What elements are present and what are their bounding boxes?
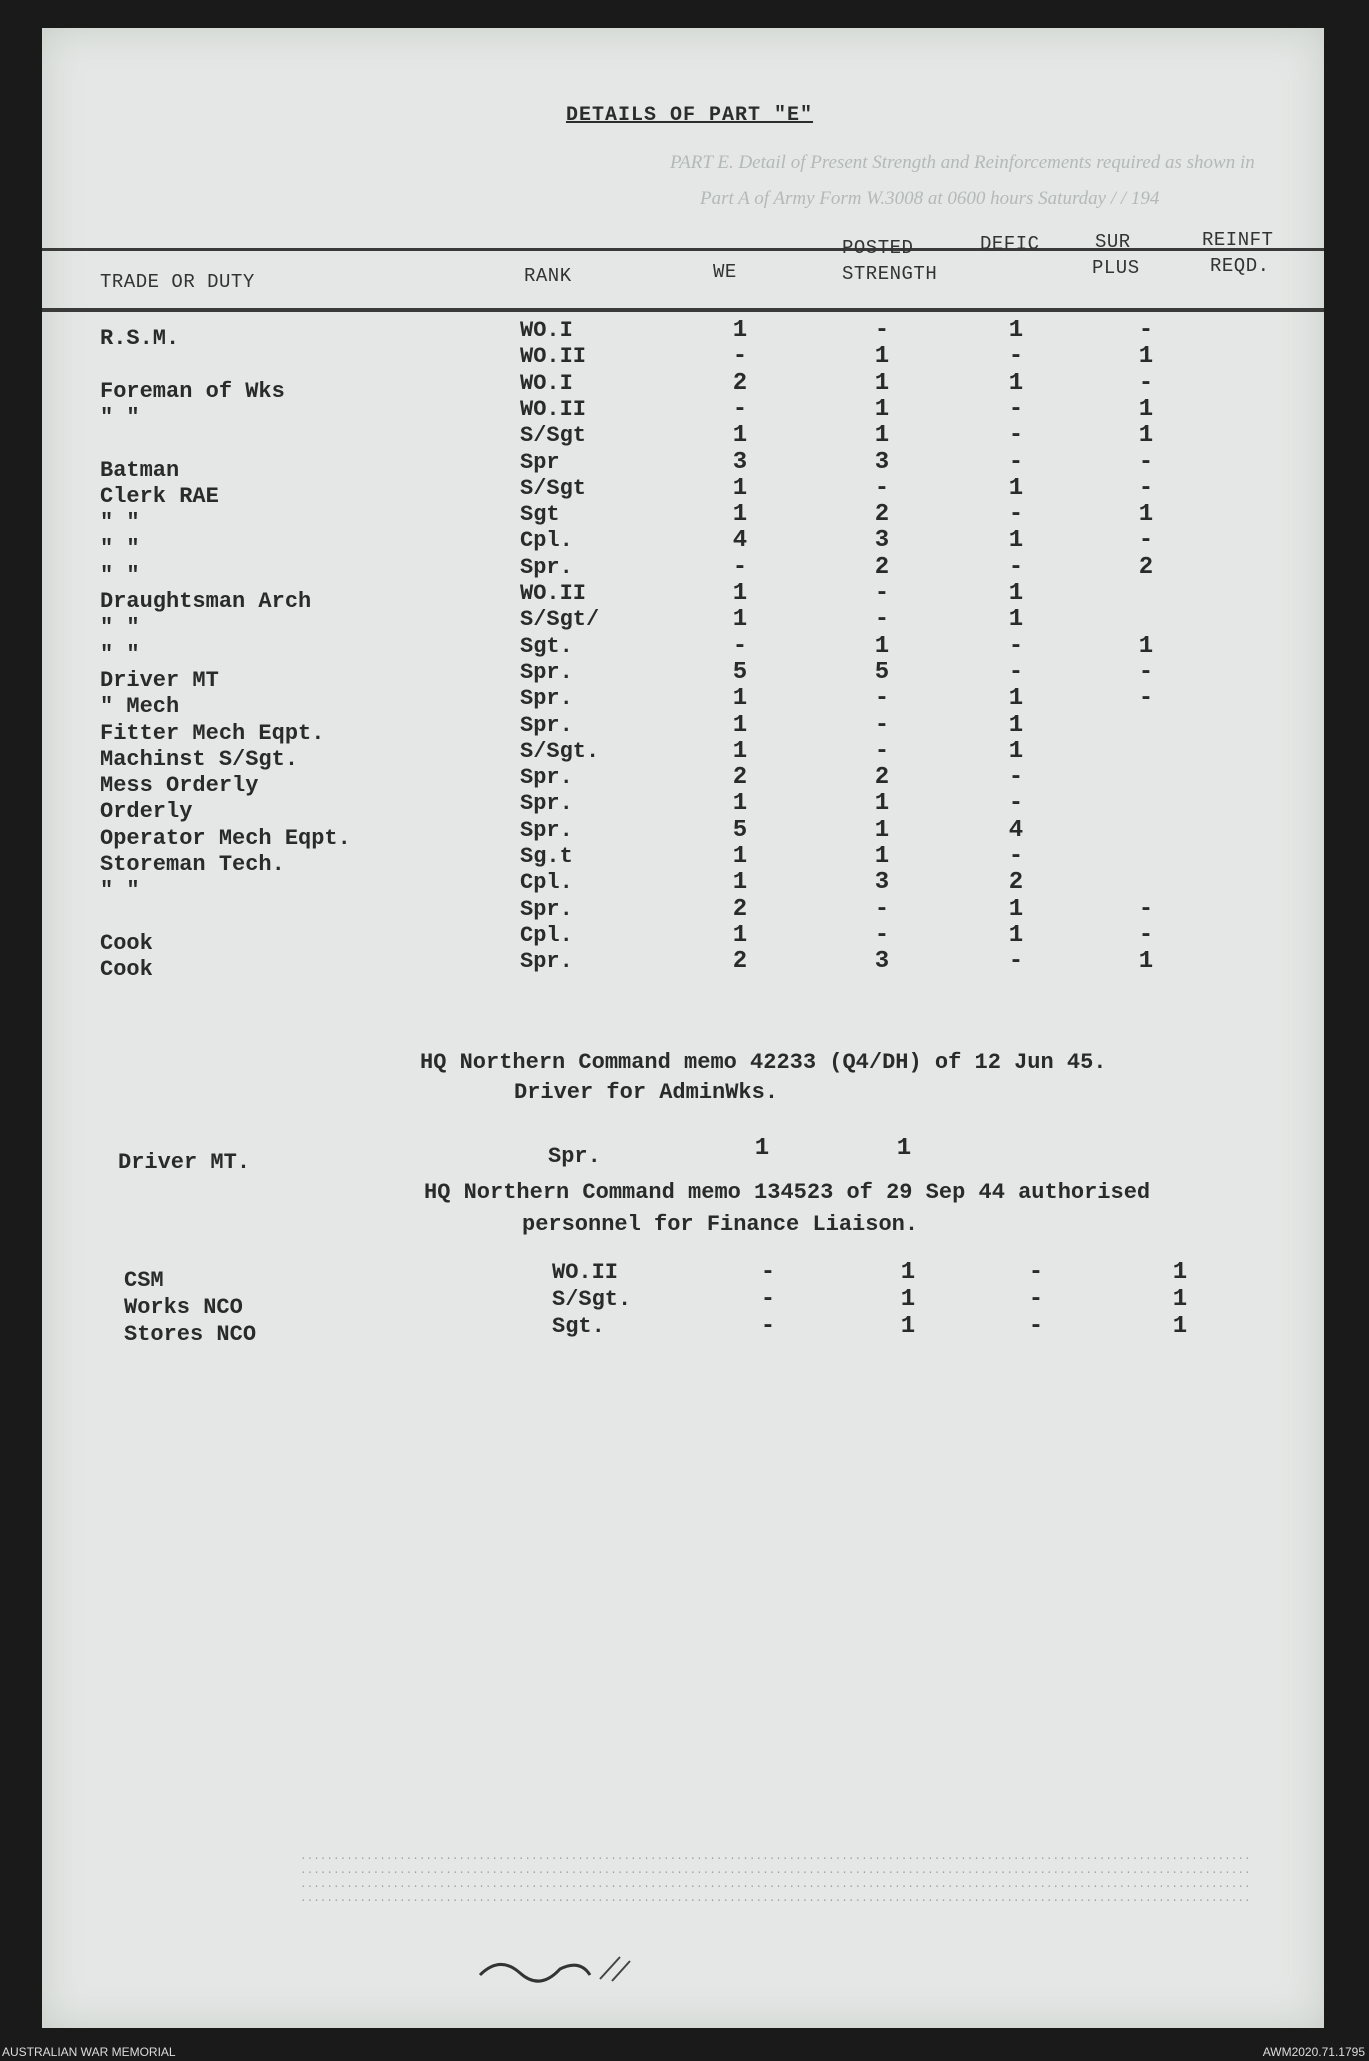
memo-1-posted: 1 — [896, 1135, 912, 1162]
faded-notes: ................................................................................................................................................ ................................................................................................................................................ ................................................................................................................................................ ................................................................................................................................................ — [300, 1851, 1251, 1905]
faded-line-2: Part A of Army Form W.3008 at 0600 hours Saturday / / 194 — [700, 188, 1160, 209]
cell-defic: 1 — [1008, 711, 1024, 739]
cell-defic: 1 — [1008, 737, 1024, 765]
cell-posted: - — [874, 685, 890, 713]
cell-we: 2 — [732, 369, 748, 397]
cell-defic: - — [1008, 764, 1024, 792]
memo-2-rank: S/Sgt. — [552, 1287, 632, 1312]
cell-defic: 2 — [1008, 869, 1024, 897]
cell-defic: - — [1008, 632, 1024, 660]
cell-surplus: 1 — [1138, 343, 1154, 371]
signature-mark — [470, 1945, 650, 1995]
cell-we: 1 — [732, 921, 748, 949]
cell-posted: - — [874, 921, 890, 949]
header-bottom-rule — [42, 308, 1324, 312]
cell-trade: " " — [100, 641, 140, 667]
memo-1-line-2: Driver for AdminWks. — [514, 1080, 779, 1105]
memo-2-we: - — [760, 1286, 776, 1313]
memo-2-defic: - — [1028, 1286, 1044, 1313]
cell-trade: " " — [100, 562, 140, 588]
cell-we: 1 — [732, 711, 748, 739]
cell-we: - — [732, 632, 748, 660]
cell-defic: - — [1008, 843, 1024, 870]
cell-surplus: 1 — [1138, 395, 1154, 423]
col-reinft-header: REINFT — [1202, 229, 1274, 251]
cell-posted: 1 — [874, 843, 890, 870]
cell-we: 1 — [732, 501, 748, 529]
col-sur-header: SUR — [1095, 231, 1131, 253]
cell-defic: 1 — [1008, 895, 1024, 923]
cell-posted: 1 — [874, 422, 890, 450]
cell-defic: - — [1008, 422, 1024, 450]
footer-left-label: AUSTRALIAN WAR MEMORIAL — [2, 2045, 176, 2059]
cell-rank: Cpl. — [520, 528, 573, 554]
col-trade-header: TRADE OR DUTY — [100, 271, 255, 293]
cell-posted: - — [874, 580, 890, 607]
cell-defic: - — [1008, 448, 1024, 476]
cell-rank: Spr. — [520, 896, 573, 922]
cell-surplus: - — [1138, 921, 1154, 949]
cell-rank: Spr. — [520, 791, 573, 817]
cell-trade: Cook — [100, 930, 153, 956]
cell-surplus: - — [1138, 317, 1154, 344]
cell-rank: Cpl. — [520, 870, 573, 896]
memo-2-trade: Stores NCO — [124, 1322, 257, 1347]
cell-trade: " " — [100, 615, 140, 641]
cell-rank: Cpl. — [520, 922, 573, 948]
cell-trade: Draughtsman Arch — [100, 589, 312, 614]
cell-surplus: 1 — [1138, 948, 1154, 976]
cell-posted: 2 — [874, 501, 890, 529]
cell-trade: R.S.M. — [100, 326, 180, 351]
cell-defic: - — [1008, 790, 1024, 818]
document-title: DETAILS OF PART "E" — [566, 104, 814, 127]
cell-we: 1 — [732, 790, 748, 818]
cell-surplus: - — [1138, 369, 1154, 397]
cell-posted: - — [874, 895, 890, 923]
cell-we: 1 — [732, 606, 748, 634]
cell-trade: Orderly — [100, 799, 193, 825]
cell-posted: - — [874, 711, 890, 739]
memo-2-line-1: HQ Northern Command memo 134523 of 29 Sep 44 authorised — [424, 1180, 1151, 1205]
cell-surplus: 2 — [1138, 553, 1154, 581]
col-plus-header: PLUS — [1092, 257, 1140, 279]
col-posted-header: POSTED — [842, 237, 914, 259]
cell-trade: Batman — [100, 457, 180, 483]
cell-we: 1 — [732, 422, 748, 450]
cell-posted: 2 — [874, 553, 890, 581]
memo-2-we: - — [760, 1259, 776, 1286]
cell-posted: 3 — [874, 869, 890, 897]
cell-posted: - — [874, 737, 890, 765]
cell-trade: Foreman of Wks — [100, 378, 285, 404]
cell-rank: S/Sgt/ — [520, 607, 600, 633]
cell-we: 1 — [732, 580, 748, 607]
cell-trade: Machinst S/Sgt. — [100, 746, 299, 772]
cell-rank: S/Sgt. — [520, 738, 600, 764]
cell-trade: " Mech — [100, 694, 180, 720]
cell-posted: 1 — [874, 632, 890, 660]
cell-we: 4 — [732, 527, 748, 555]
cell-we: 5 — [732, 816, 748, 844]
cell-we: 1 — [732, 869, 748, 897]
cell-trade: Storeman Tech. — [100, 852, 285, 877]
memo-2-posted: 1 — [900, 1313, 916, 1340]
cell-we: 3 — [732, 448, 748, 476]
cell-surplus: - — [1138, 474, 1154, 502]
cell-defic: - — [1008, 658, 1024, 686]
cell-rank: WO.II — [520, 344, 587, 370]
cell-posted: 1 — [874, 395, 890, 423]
cell-rank: Spr. — [520, 659, 573, 685]
cell-rank: Sgt — [520, 502, 560, 528]
memo-2-defic: - — [1028, 1313, 1044, 1340]
cell-we: 1 — [732, 737, 748, 765]
cell-defic: 1 — [1008, 580, 1024, 607]
col-reqd-header: REQD. — [1210, 255, 1270, 277]
cell-surplus: 1 — [1138, 501, 1154, 529]
cell-defic: 1 — [1008, 527, 1024, 555]
cell-defic: - — [1008, 553, 1024, 581]
cell-rank: Spr. — [520, 554, 573, 580]
cell-we: - — [732, 343, 748, 371]
cell-posted: 1 — [874, 790, 890, 818]
col-we-header: WE — [713, 261, 737, 283]
col-strength-header: STRENGTH — [842, 263, 938, 285]
cell-rank: Spr. — [520, 949, 573, 975]
cell-rank: S/Sgt — [520, 423, 587, 449]
cell-rank: Spr. — [520, 765, 573, 791]
cell-posted: 3 — [874, 527, 890, 555]
cell-rank: Spr. — [520, 817, 573, 843]
cell-posted: 2 — [874, 764, 890, 792]
cell-surplus: 1 — [1138, 632, 1154, 660]
cell-trade: Fitter Mech Eqpt. — [100, 720, 325, 746]
cell-trade: " " — [100, 510, 140, 536]
cell-surplus: 1 — [1138, 422, 1154, 450]
cell-trade: Clerk RAE — [100, 483, 219, 509]
memo-2-line-2: personnel for Finance Liaison. — [522, 1212, 919, 1237]
cell-surplus: - — [1138, 658, 1154, 686]
footer-right-label: AWM2020.71.1795 — [1262, 2045, 1365, 2059]
cell-trade: Driver MT — [100, 667, 219, 693]
memo-2-rank: WO.II — [552, 1260, 619, 1285]
cell-rank: Sgt. — [520, 633, 573, 659]
cell-defic: 1 — [1008, 921, 1024, 949]
cell-posted: - — [874, 317, 890, 344]
cell-trade: Mess Orderly — [100, 773, 259, 799]
cell-defic: 1 — [1008, 317, 1024, 344]
memo-2-posted: 1 — [900, 1259, 916, 1286]
memo-2-surplus: 1 — [1172, 1313, 1188, 1340]
cell-posted: 3 — [874, 948, 890, 976]
cell-rank: Spr. — [520, 686, 573, 712]
cell-defic: 1 — [1008, 474, 1024, 502]
header-top-rule — [42, 248, 1324, 251]
memo-2-surplus: 1 — [1172, 1286, 1188, 1313]
footer-bar — [0, 2042, 1369, 2061]
cell-rank: WO.I — [520, 370, 573, 396]
cell-we: 1 — [732, 685, 748, 713]
cell-posted: - — [874, 606, 890, 634]
cell-we: 2 — [732, 764, 748, 792]
cell-trade: " " — [100, 536, 140, 562]
cell-trade: Cook — [100, 957, 153, 983]
cell-trade: " " — [100, 404, 140, 430]
col-rank-header: RANK — [524, 265, 572, 287]
cell-surplus: - — [1138, 448, 1154, 476]
cell-posted: 3 — [874, 448, 890, 476]
cell-we: 2 — [732, 948, 748, 976]
cell-we: 1 — [732, 843, 748, 870]
cell-rank: Spr — [520, 449, 560, 475]
memo-1-rank: Spr. — [548, 1144, 601, 1169]
cell-surplus: - — [1138, 895, 1154, 923]
memo-2-defic: - — [1028, 1259, 1044, 1286]
cell-trade: " " — [100, 878, 140, 904]
memo-2-rank: Sgt. — [552, 1314, 605, 1339]
cell-posted: 5 — [874, 658, 890, 686]
cell-we: 2 — [732, 895, 748, 923]
col-defic-header: DEFIC — [980, 233, 1040, 255]
cell-surplus: - — [1138, 527, 1154, 555]
cell-rank: Spr. — [520, 712, 573, 738]
cell-rank: WO.II — [520, 396, 587, 422]
memo-1-we: 1 — [754, 1135, 770, 1162]
faded-line-1: PART E. Detail of Present Strength and Reinforcements required as shown in — [670, 152, 1255, 173]
cell-rank: WO.I — [520, 318, 573, 343]
cell-defic: - — [1008, 343, 1024, 371]
cell-we: 1 — [732, 474, 748, 502]
cell-posted: - — [874, 474, 890, 502]
memo-1-line-1: HQ Northern Command memo 42233 (Q4/DH) of 12 Jun 45. — [420, 1050, 1107, 1075]
cell-posted: 1 — [874, 816, 890, 844]
cell-defic: 1 — [1008, 606, 1024, 634]
cell-surplus: - — [1138, 685, 1154, 713]
cell-we: - — [732, 553, 748, 581]
memo-2-we: - — [760, 1313, 776, 1340]
cell-rank: WO.II — [520, 581, 587, 606]
memo-1-trade: Driver MT. — [118, 1150, 251, 1175]
memo-2-trade: Works NCO — [124, 1295, 243, 1320]
cell-rank: S/Sgt — [520, 475, 587, 501]
cell-we: 5 — [732, 658, 748, 686]
cell-trade: Operator Mech Eqpt. — [100, 825, 351, 851]
cell-defic: - — [1008, 948, 1024, 976]
memo-2-surplus: 1 — [1172, 1259, 1188, 1286]
cell-posted: 1 — [874, 369, 890, 397]
cell-rank: Sg.t — [520, 844, 573, 869]
cell-we: 1 — [732, 317, 748, 344]
cell-posted: 1 — [874, 343, 890, 371]
cell-defic: 1 — [1008, 369, 1024, 397]
cell-defic: - — [1008, 501, 1024, 529]
cell-defic: - — [1008, 395, 1024, 423]
cell-defic: 1 — [1008, 685, 1024, 713]
cell-defic: 4 — [1008, 816, 1024, 844]
cell-we: - — [732, 395, 748, 423]
memo-2-trade: CSM — [124, 1268, 164, 1293]
memo-2-posted: 1 — [900, 1286, 916, 1313]
